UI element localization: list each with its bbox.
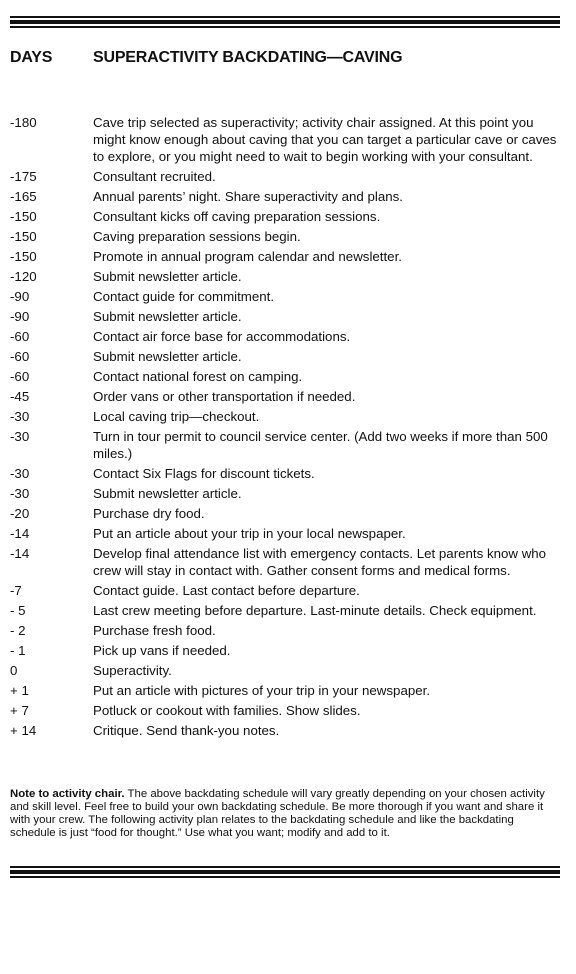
schedule-day: - 5 [10,603,26,618]
schedule-task: Purchase dry food. [93,506,205,521]
schedule-row [10,288,560,305]
schedule-task: Submit newsletter article. [93,349,242,364]
schedule-task: Local caving trip—checkout. [93,409,260,424]
schedule-task: Turn in tour permit to council service center. (Add two weeks if more than 500 miles.) [93,429,548,461]
schedule-task: Consultant recruited. [93,169,216,184]
schedule-day: -60 [10,349,30,364]
schedule-day: -14 [10,526,30,541]
schedule-row [10,465,560,482]
schedule-day: + 14 [10,723,37,738]
schedule-task: Annual parents’ night. Share superactivity and plans. [93,189,403,204]
activity-chair-note [10,788,560,840]
days-column-heading: DAYS [10,49,53,66]
schedule-task: Last crew meeting before departure. Last-minute details. Check equipment. [93,603,537,618]
schedule-day: -7 [10,583,22,598]
schedule-row [10,114,560,165]
schedule-task: Contact air force base for accommodations. [93,329,351,344]
schedule-task: Potluck or cookout with families. Show slides. [93,703,361,718]
schedule-row [10,642,560,659]
schedule-day: -150 [10,249,37,264]
schedule-row [10,505,560,522]
schedule-row [10,702,560,719]
schedule-day: - 2 [10,623,26,638]
schedule-task: Develop final attendance list with emergency contacts. Let parents know who crew will stay in contact with. Gather consent forms and medical forms. [93,546,547,578]
schedule-task: Put an article with pictures of your trip in your newspaper. [93,683,431,698]
schedule-row [10,622,560,639]
schedule-task: Put an article about your trip in your local newspaper. [93,526,406,541]
top-rule [10,16,560,28]
schedule-task: Consultant kicks off caving preparation sessions. [93,209,381,224]
schedule-day: -175 [10,169,37,184]
schedule-day: -30 [10,409,30,424]
schedule-day: -60 [10,329,30,344]
schedule-row [10,168,560,185]
schedule-task: Submit newsletter article. [93,309,242,324]
schedule-task: Submit newsletter article. [93,486,242,501]
schedule-day: -120 [10,269,37,284]
schedule-day: -180 [10,115,37,130]
schedule-day: -14 [10,546,30,561]
schedule-row [10,268,560,285]
schedule-day: -20 [10,506,30,521]
schedule-row [10,308,560,325]
schedule-day: + 7 [10,703,29,718]
schedule-task: Superactivity. [93,663,172,678]
schedule-row [10,348,560,365]
schedule-row [10,485,560,502]
schedule-task: Contact Six Flags for discount tickets. [93,466,315,481]
schedule-day: -150 [10,209,37,224]
schedule-row [10,722,560,739]
schedule-row [10,228,560,245]
schedule-task: Critique. Send thank-you notes. [93,723,280,738]
schedule-day: -30 [10,486,30,501]
schedule-row [10,208,560,225]
schedule-row [10,545,560,579]
schedule-day: + 1 [10,683,29,698]
schedule-day: - 1 [10,643,26,658]
schedule-day: -45 [10,389,30,404]
note-label: Note to activity chair. [10,788,125,800]
schedule-task: Pick up vans if needed. [93,643,231,658]
schedule-task: Caving preparation sessions begin. [93,229,301,244]
schedule-row [10,188,560,205]
schedule-row [10,525,560,542]
schedule-row [10,428,560,462]
schedule-task: Contact guide. Last contact before departure. [93,583,360,598]
schedule-day: 0 [10,663,18,678]
note-text: The above backdating schedule will vary greatly depending on your chosen activity and skill level. Feel free to build your own backdating schedule. Be more thorough if you want and share it with your crew. The following activity plan relates to the backdating schedule and like the backdating schedule is just “food for thought.” Use what you want; modify and add to it. [10,788,545,839]
schedule-day: -90 [10,309,30,324]
schedule-task: Promote in annual program calendar and newsletter. [93,249,402,264]
schedule-row [10,368,560,385]
schedule-day: -150 [10,229,37,244]
schedule-day: -30 [10,466,30,481]
schedule-day: -60 [10,369,30,384]
schedule-day: -165 [10,189,37,204]
schedule-row [10,408,560,425]
schedule-row [10,602,560,619]
schedule-task: Purchase fresh food. [93,623,216,638]
schedule-row [10,388,560,405]
page-title: SUPERACTIVITY BACKDATING—CAVING [93,49,403,66]
schedule-day: -90 [10,289,30,304]
schedule-row [10,682,560,699]
schedule-row [10,328,560,345]
bottom-rule [10,866,560,878]
backdating-schedule [10,114,560,742]
schedule-task: Order vans or other transportation if needed. [93,389,356,404]
schedule-day: -30 [10,429,30,444]
schedule-row [10,582,560,599]
schedule-task: Contact national forest on camping. [93,369,303,384]
schedule-row [10,248,560,265]
schedule-task: Cave trip selected as superactivity; activity chair assigned. At this point you might know enough about caving that you can target a particular cave or caves to explore, or you might need to wait to begin working with your consultant. [93,115,557,164]
schedule-task: Submit newsletter article. [93,269,242,284]
schedule-task: Contact guide for commitment. [93,289,275,304]
schedule-row [10,662,560,679]
